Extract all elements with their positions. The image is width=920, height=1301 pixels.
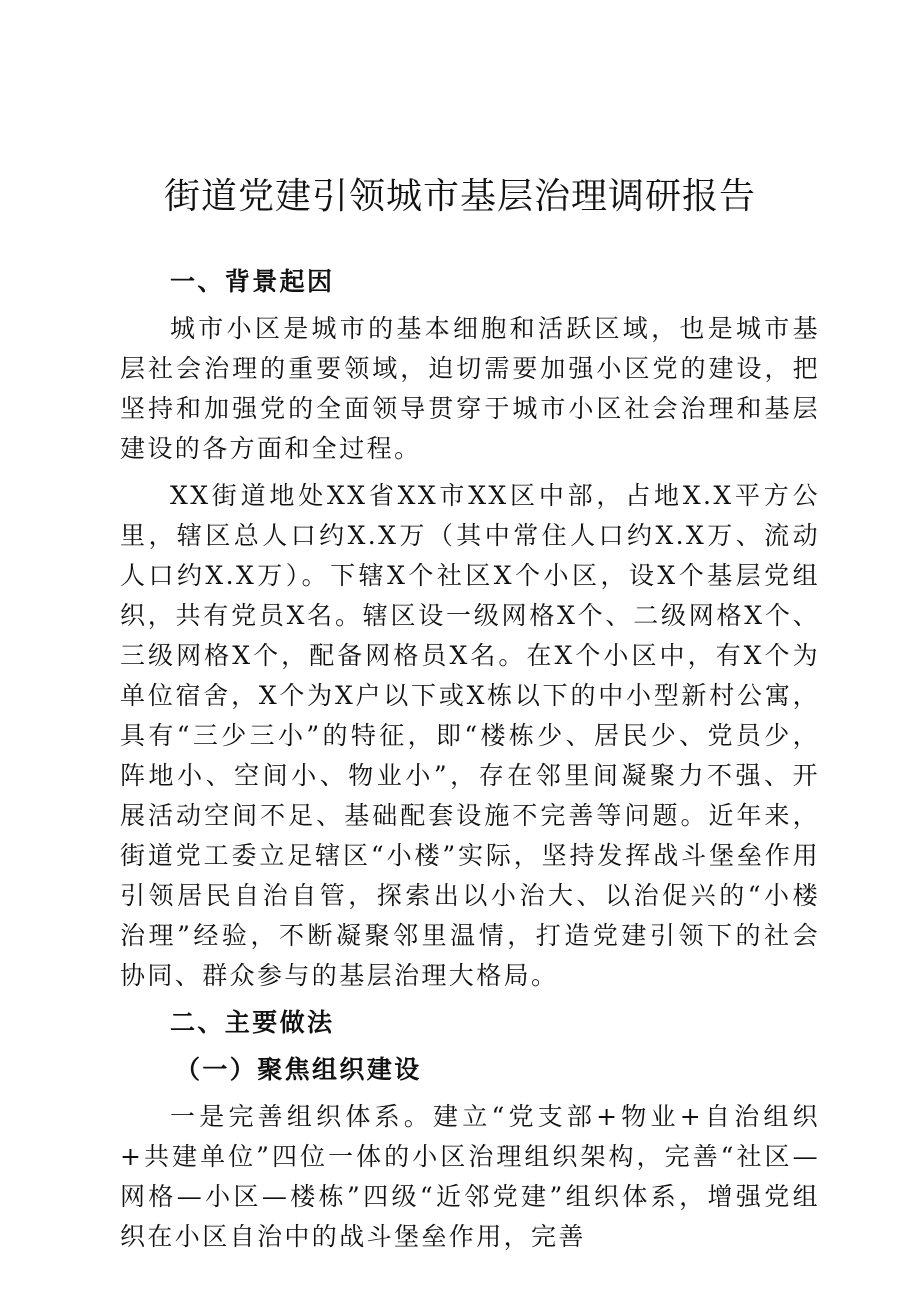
section-heading-background: 一、背景起因 (170, 267, 335, 296)
subsection-heading-organization: （一）聚焦组织建设 (175, 1055, 422, 1084)
paragraph-street-overview: XX街道地处XX省XX市XX区中部，占地X.X平方公里，辖区总人口约X.X万（其中常住人口约X.X万、流动人口约X.X万）。下辖X个社区X个小区，设X个基层党组织，共有党员X名。辖区设一级网格X个、二级网格X个、三级网格X个，配备网格员X名。在X个小区中，有X个为单位宿舍，X个为X户以下或X栋以下的中小型新村公寓，具有“三少三小”的特征，即“楼栋少、居民少、党员少，阵地小、空间小、物业小”，存在邻里间凝聚力不强、开展活动空间不足、基础配套设施不完善等问题。近年来，街道党工委立足辖区“小楼”实际，坚持发挥战斗堡垒作用引领居民自治自管，探索出以小治大、以治促兴的“小楼治理”经验，不断凝聚邻里温情，打造党建引领下的社会协同、群众参与的基层治理大格局。 (120, 481, 820, 990)
document-body (120, 262, 820, 1264)
paragraph-organization-system: 一是完善组织体系。建立“党支部+物业+自治组织+共建单位”四位一体的小区治理组织架构，完善“社区—网格—小区—楼栋”四级“近邻党建”组织体系，增强党组织在小区自治中的战斗堡垒作用，完善 (120, 1102, 820, 1251)
page-title: 街道党建引领城市基层治理调研报告 (163, 176, 756, 217)
section-heading-main-practices: 二、主要做法 (170, 1008, 335, 1037)
paragraph-intro: 城市小区是城市的基本细胞和活跃区域，也是城市基层社会治理的重要领域，迫切需要加强小区党的建设，把坚持和加强党的全面领导贯穿于城市小区社会治理和基层建设的各方面和全过程。 (120, 314, 820, 463)
